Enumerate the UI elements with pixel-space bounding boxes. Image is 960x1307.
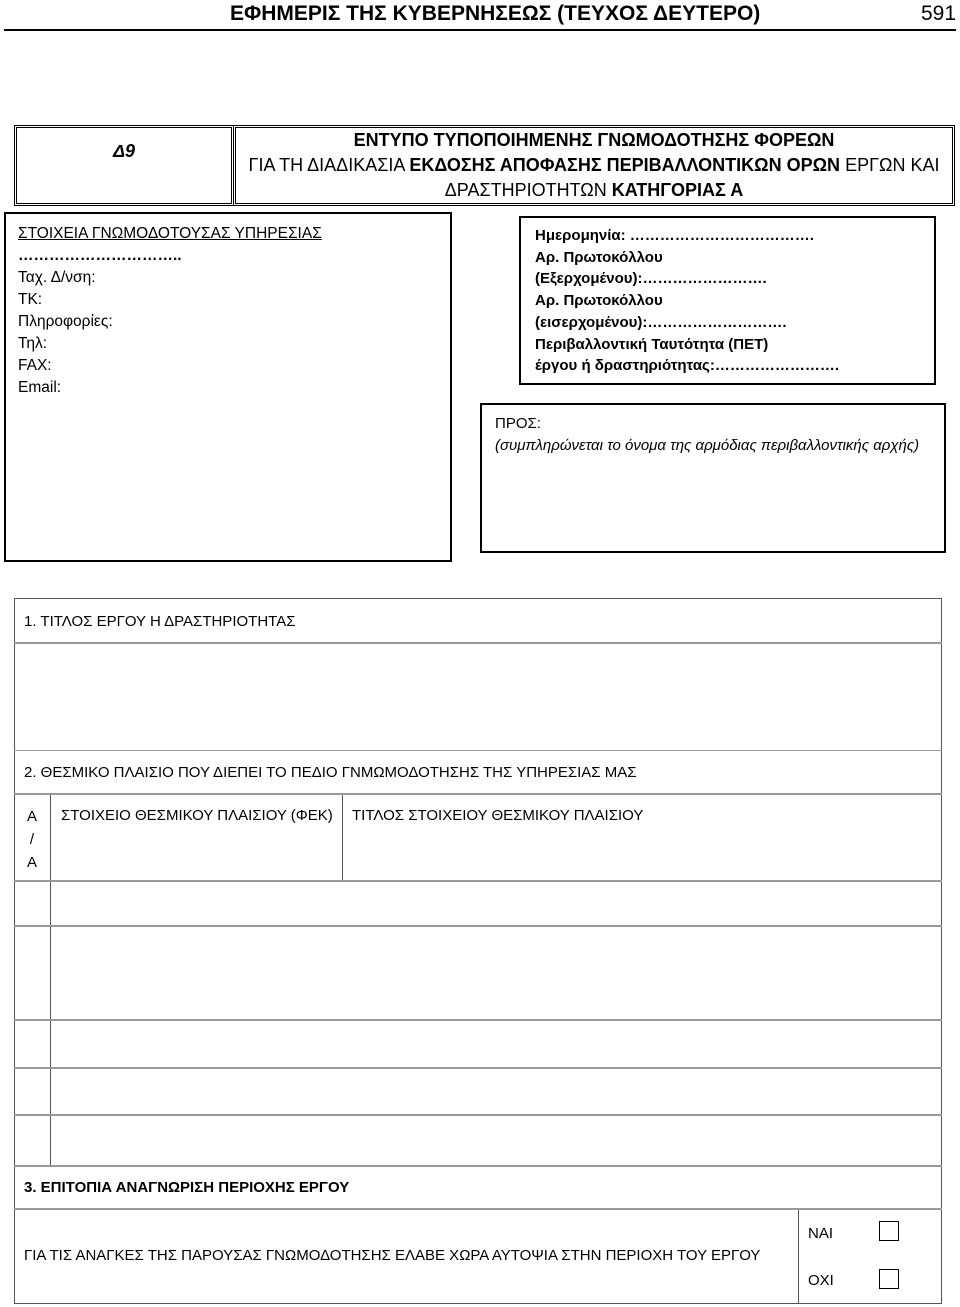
form-title-line2-b: ΕΚΔΟΣΗΣ ΑΠΟΦΑΣΗΣ ΠΕΡΙΒΑΛΛΟΝΤΙΚΩΝ ΟΡΩΝ: [409, 155, 841, 175]
section2-top-rule: [14, 750, 942, 751]
col-title-header: ΤΙΤΛΟΣ ΣΤΟΙΧΕΙΟΥ ΘΕΣΜΙΚΟΥ ΠΛΑΙΣΙΟΥ: [352, 807, 644, 824]
col-fek-header: ΣΤΟΙΧΕΙΟ ΘΕΣΜΙΚΟΥ ΠΛΑΙΣΙΟΥ (ΦΕΚ): [61, 807, 333, 824]
yes-label: ΝΑΙ: [808, 1225, 834, 1242]
service-address[interactable]: Ταχ. Δ/νση:: [18, 269, 96, 286]
form-title-line3: [233, 178, 955, 203]
protocol-details: [535, 225, 839, 377]
section3-question: ΓΙΑ ΤΙΣ ΑΝΑΓΚΕΣ ΤΗΣ ΠΑΡΟΥΣΑΣ ΓΝΩΜΟΔΟΤΗΣΗΣ ΕΛΑΒΕ ΧΩΡΑ ΑΥΤΟΨΙΑ ΣΤΗΝ ΠΕΡΙΟΧΗ ΤΟΥ ΕΡΓΟΥ: [24, 1247, 761, 1264]
section3-divider: [798, 1210, 799, 1304]
form-title-line3-b: ΚΑΤΗΓΟΡΙΑΣ Α: [611, 180, 744, 200]
section1-input[interactable]: [14, 644, 942, 750]
col-aa-1: Α: [26, 808, 37, 825]
form-title-line3-a: ΔΡΑΣΤΗΡΙΟΤΗΤΩΝ: [444, 180, 612, 200]
form-code: Δ9: [112, 141, 136, 161]
form-title-line2-a: ΓΙΑ ΤΗ ΔΙΑΔΙΚΑΣΙΑ: [248, 155, 410, 175]
service-dots: …………………………..: [18, 247, 182, 264]
form-code-box: [14, 125, 234, 206]
section3-top-rule: [14, 1165, 942, 1167]
page-number: 591: [921, 2, 957, 25]
protocol-in-b[interactable]: (εισερχομένου):……………………….: [535, 313, 787, 331]
protocol-in-a: Αρ. Πρωτοκόλλου: [535, 292, 663, 310]
table-row[interactable]: [51, 1116, 941, 1165]
protocol-pet-a: Περιβαλλοντική Ταυτότητα (ΠΕΤ): [535, 335, 769, 353]
section2-title: 2. ΘΕΣΜΙΚΟ ΠΛΑΙΣΙΟ ΠΟΥ ΔΙΕΠΕΙ ΤΟ ΠΕΔΙΟ ΓΝΜΩΜΟΔΟΤΗΣΗΣ ΤΗΣ ΥΠΗΡΕΣΙΑΣ ΜΑΣ: [24, 764, 637, 781]
gazette-header-title: ΕΦΗΜΕΡΙΣ ΤΗΣ ΚΥΒΕΡΝΗΣΕΩΣ (ΤΕΥΧΟΣ ΔΕΥΤΕΡΟ): [230, 2, 761, 25]
service-details: [18, 223, 322, 399]
table-row[interactable]: [51, 1069, 941, 1113]
protocol-out-a: Αρ. Πρωτοκόλλου: [535, 248, 663, 266]
yes-checkbox[interactable]: [879, 1221, 899, 1241]
no-checkbox[interactable]: [879, 1269, 899, 1289]
recipient-hint: (συμπληρώνεται το όνομα της αρμόδιας περιβαλλοντικής αρχής): [495, 437, 920, 454]
section1-title: 1. ΤΙΤΛΟΣ ΕΡΓΟΥ Η ΔΡΑΣΤΗΡΙΟΤΗΤΑΣ: [24, 613, 296, 630]
table-row[interactable]: [51, 1021, 941, 1066]
col-aa-header: [14, 805, 50, 874]
service-zip[interactable]: ΤΚ:: [18, 291, 43, 308]
service-email[interactable]: Email:: [18, 379, 62, 396]
form-title: [233, 128, 955, 203]
col-divider-2: [342, 795, 343, 881]
protocol-date[interactable]: Ημερομηνία: ……………………………….: [535, 227, 814, 244]
table-row[interactable]: [51, 927, 941, 1018]
section3-title: 3. ΕΠΙΤΟΠΙΑ ΑΝΑΓΝΩΡΙΣΗ ΠΕΡΙΟΧΗΣ ΕΡΓΟΥ: [24, 1179, 350, 1196]
protocol-pet-b[interactable]: έργου ή δραστηριότητας:…………………….: [535, 357, 840, 375]
service-heading: ΣΤΟΙΧΕΙΑ ΓΝΩΜΟΔΟΤΟΥΣΑΣ ΥΠΗΡΕΣΙΑΣ: [18, 225, 322, 242]
table-row[interactable]: [51, 882, 941, 924]
section2-header-rule: [14, 793, 942, 795]
form-title-line1: ΕΝΤΥΠΟ ΤΥΠΟΠΟΙΗΜΕΝΗΣ ΓΝΩΜΟΔΟΤΗΣΗΣ ΦΟΡΕΩΝ: [353, 130, 835, 150]
service-info[interactable]: Πληροφορίες:: [18, 313, 113, 330]
col-aa-3: Α: [26, 854, 37, 871]
recipient-label: ΠΡΟΣ:: [495, 415, 541, 432]
service-phone[interactable]: Τηλ:: [18, 335, 48, 352]
protocol-out-b[interactable]: (Εξερχομένου):…………………….: [535, 270, 767, 288]
service-fax[interactable]: FAX:: [18, 357, 52, 374]
no-label: ΟΧΙ: [808, 1272, 834, 1289]
section3-header-rule: [14, 1208, 942, 1210]
header-rule: [4, 29, 956, 31]
col-aa-2: /: [29, 831, 35, 848]
recipient-box[interactable]: [480, 403, 946, 553]
form-title-line2: [233, 153, 955, 178]
form-title-line2-c: ΕΡΓΩΝ ΚΑΙ: [840, 155, 940, 175]
